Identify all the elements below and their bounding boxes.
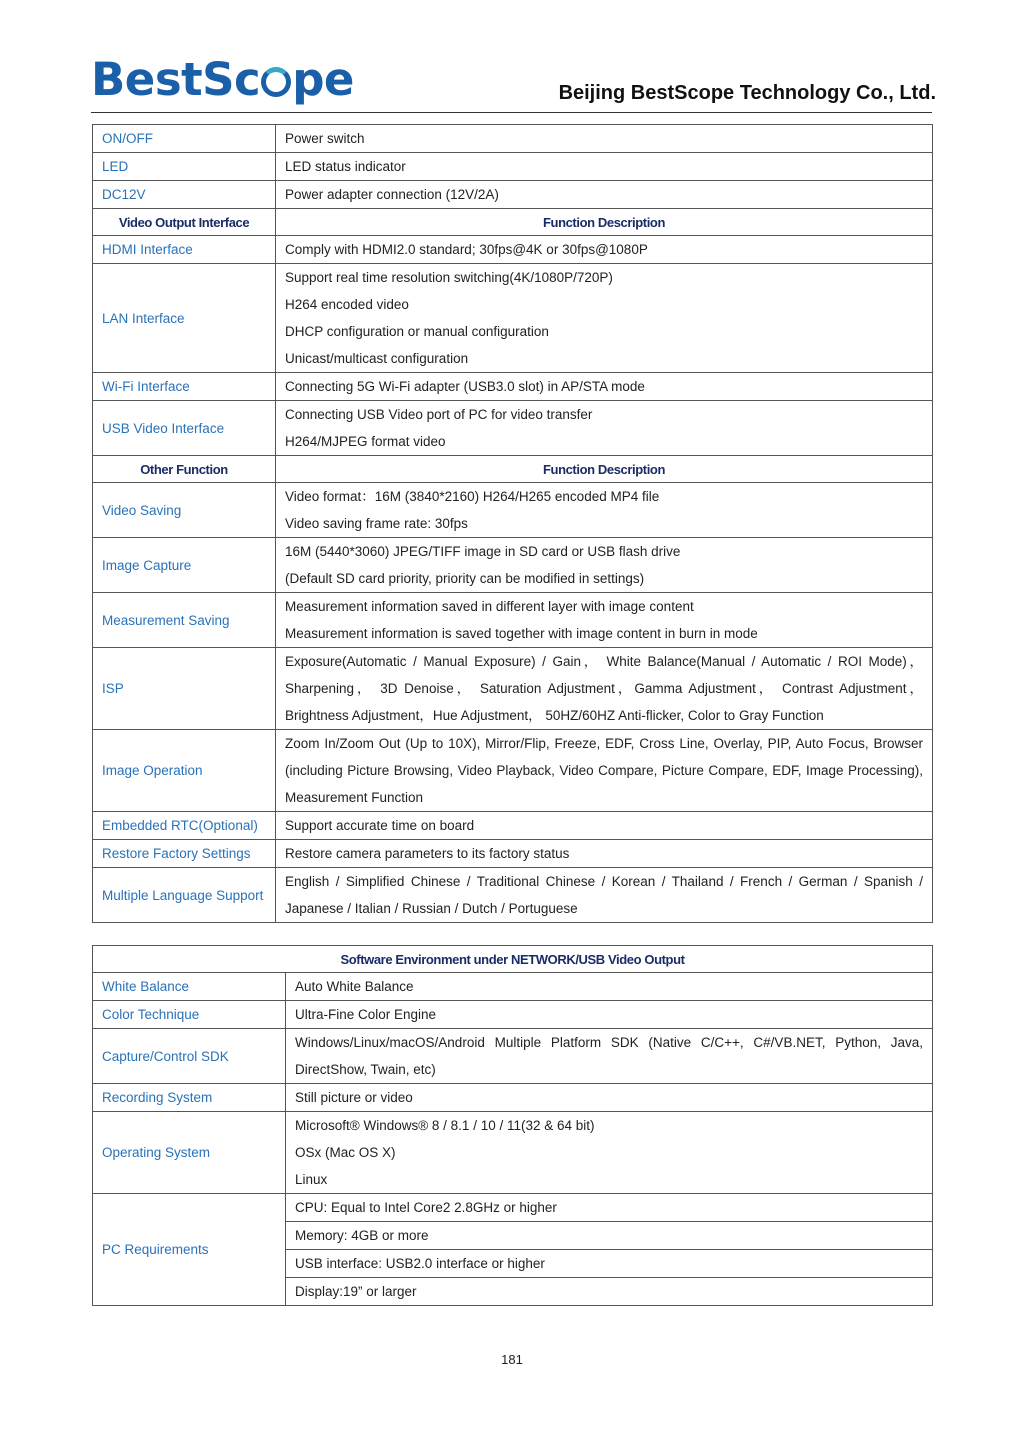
desc-line: Video saving frame rate: 30fps [285,516,468,531]
desc-line: Measurement information is saved together with image content in burn in mode [285,626,758,641]
desc-line: Measurement information saved in different layer with image content [285,599,694,614]
row-desc: Restore camera parameters to its factory status [276,840,933,868]
row-label: Capture/Control SDK [93,1029,286,1084]
logo-text-start: BestSc [91,53,261,106]
row-desc [276,648,933,730]
label-text: Multiple Language Support [102,887,264,903]
row-desc: Ultra-Fine Color Engine [286,1001,933,1029]
row-desc [286,1029,933,1084]
row-label: LAN Interface [93,264,276,373]
table-row [93,538,933,593]
table-row [93,125,933,153]
software-table-title-row [93,946,933,973]
table-row [93,973,933,1001]
table-row [93,840,933,868]
desc-paragraph: English / Simplified Chinese / Traditional Chinese / Korean / Thailand / French / German / Spanish / Japanese / Italian / Russian / Dutch / Portuguese [285,874,923,916]
spec-table [92,124,933,923]
row-label: ON/OFF [93,125,276,153]
table-row [93,401,933,456]
row-label: Measurement Saving [93,593,276,648]
table-row [93,1194,933,1222]
row-desc: Power switch [276,125,933,153]
row-label: Color Technique [93,1001,286,1029]
row-label [93,868,276,923]
section-header-desc: Function Description [276,456,933,483]
row-desc [276,593,933,648]
row-desc [276,401,933,456]
table-row [93,153,933,181]
logo-o-icon [261,67,291,97]
row-label: White Balance [93,973,286,1001]
row-label: Recording System [93,1084,286,1112]
section-header-other-function [93,456,933,483]
table-row [93,236,933,264]
section-header-label: Video Output Interface [93,209,276,236]
desc-line: OSx (Mac OS X) [295,1145,396,1160]
company-name: Beijing BestScope Technology Co., Ltd. [558,82,936,104]
row-label: USB Video Interface [93,401,276,456]
desc-line: DHCP configuration or manual configuration [285,324,549,339]
desc-line: Video format：16M (3840*2160) H264/H265 encoded MP4 file [285,489,660,504]
row-label: DC12V [93,181,276,209]
row-desc: Still picture or video [286,1084,933,1112]
desc-line: Linux [295,1172,328,1187]
table-row [93,264,933,373]
row-desc [276,264,933,373]
row-desc: Display:19” or larger [286,1278,933,1306]
row-desc: Connecting 5G Wi-Fi adapter (USB3.0 slot) in AP/STA mode [276,373,933,401]
row-desc [276,868,933,923]
row-desc: LED status indicator [276,153,933,181]
row-desc [276,483,933,538]
row-label: Image Operation [93,730,276,812]
logo-text-end: pe [292,53,354,106]
row-desc: CPU: Equal to Intel Core2 2.8GHz or higher [286,1194,933,1222]
row-label: Restore Factory Settings [93,840,276,868]
table-row [93,812,933,840]
row-label: LED [93,153,276,181]
desc-paragraph: Windows/Linux/macOS/Android Multiple Platform SDK (Native C/C++, C#/VB.NET, Python, Java, DirectShow, Twain, etc) [295,1035,924,1077]
desc-line: H264 encoded video [285,297,409,312]
page-header [91,52,936,113]
desc-line: (Default SD card priority, priority can be modified in settings) [285,571,645,586]
desc-line: Connecting USB Video port of PC for video transfer [285,407,593,422]
bestscope-logo [91,54,354,106]
row-desc [286,1112,933,1194]
row-desc: Comply with HDMI2.0 standard; 30fps@4K or 30fps@1080P [276,236,933,264]
table-row [93,730,933,812]
table-row [93,181,933,209]
section-header-desc: Function Description [276,209,933,236]
table-row [93,483,933,538]
row-label: HDMI Interface [93,236,276,264]
row-label: ISP [93,648,276,730]
row-desc: Auto White Balance [286,973,933,1001]
desc-line: Support real time resolution switching(4K/1080P/720P) [285,270,613,285]
row-desc: USB interface: USB2.0 interface or higher [286,1250,933,1278]
software-environment-table [92,945,933,1306]
row-desc: Support accurate time on board [276,812,933,840]
table-row [93,1112,933,1194]
desc-paragraph: Zoom In/Zoom Out (Up to 10X), Mirror/Flip, Freeze, EDF, Cross Line, Overlay, PIP, Auto Focus, Browser (including Picture Browsing, Video Playback, Video Compare, Picture Compare, EDF, Image Processing), Measurement Function [285,736,923,805]
table-row [93,593,933,648]
row-label: PC Requirements [93,1194,286,1306]
row-label: Operating System [93,1112,286,1194]
table-row [93,1084,933,1112]
section-header-video-output [93,209,933,236]
row-label: Wi-Fi Interface [93,373,276,401]
desc-paragraph: Exposure(Automatic / Manual Exposure) / Gain， White Balance(Manual / Automatic / ROI Mode)， Sharpening， 3D Denoise， Saturation Adjustment，Gamma Adjustment， Contrast Adjustment， Brightness Adjustment，Hue Adjustment， 50HZ/60HZ Anti-flicker, Color to Gray Function [285,654,923,723]
table-row [93,648,933,730]
row-label: Image Capture [93,538,276,593]
row-desc: Power adapter connection (12V/2A) [276,181,933,209]
software-table-title: Software Environment under NETWORK/USB Video Output [93,946,933,973]
row-desc [276,730,933,812]
table-row [93,373,933,401]
table-row [93,1001,933,1029]
page-number: 181 [501,1352,523,1367]
table-row [93,868,933,923]
desc-line: H264/MJPEG format video [285,434,446,449]
desc-line: 16M (5440*3060) JPEG/TIFF image in SD card or USB flash drive [285,544,681,559]
row-label: Video Saving [93,483,276,538]
desc-line: Unicast/multicast configuration [285,351,469,366]
row-label: Embedded RTC(Optional) [93,812,276,840]
desc-line: Microsoft® Windows® 8 / 8.1 / 10 / 11(32 & 64 bit) [295,1118,595,1133]
table-row [93,1029,933,1084]
row-desc [276,538,933,593]
row-desc: Memory: 4GB or more [286,1222,933,1250]
section-header-label: Other Function [93,456,276,483]
